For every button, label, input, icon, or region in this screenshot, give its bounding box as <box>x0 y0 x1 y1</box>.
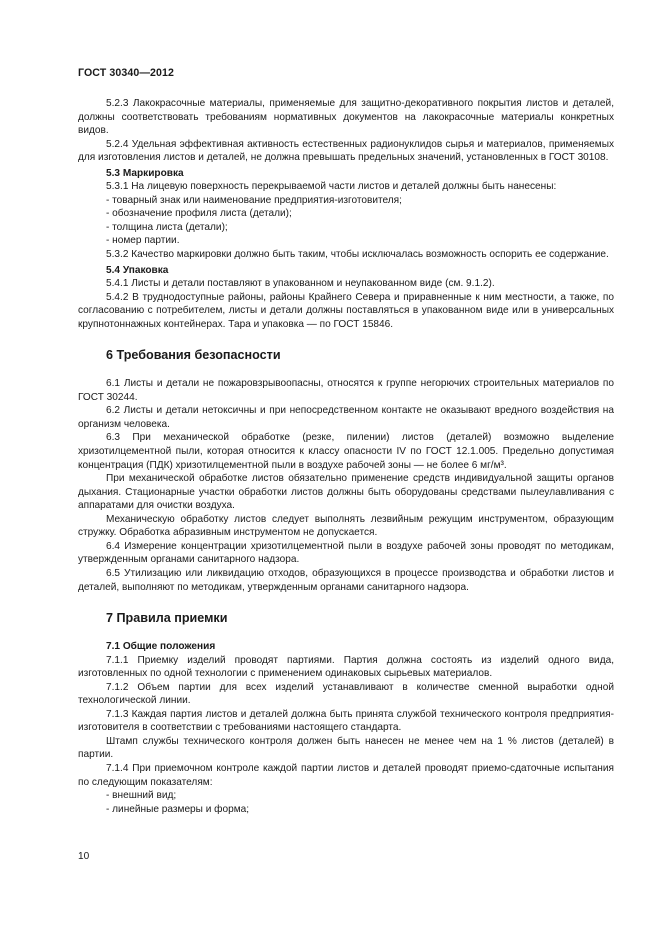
paragraph: 5.4.2 В труднодоступные районы, районы Крайнего Севера и приравненные к ним местности, а также, по согласованию с потребителем, листы и детали должны поставляться в упакованном виде или в универсальных крупнотоннажных контейнерах. Тара и упаковка — по ГОСТ 15846. <box>78 291 614 330</box>
section-heading: 7 Правила приемки <box>106 611 228 626</box>
paragraph: 7.1.2 Объем партии для всех изделий устанавливают в количестве сменной выработки одной технологической линии. <box>78 681 614 707</box>
document-header: ГОСТ 30340—2012 <box>78 67 175 79</box>
subsection-heading: 5.4 Упаковка <box>106 264 169 276</box>
paragraph: 5.3.2 Качество маркировки должно быть таким, чтобы исключалась возможность оспорить ее содержание. <box>106 249 609 261</box>
paragraph: 7.1.3 Каждая партия листов и деталей должна быть принята службой технического контроля предприятия-изготовителя в соответствии с требованиями настоящего стандарта. <box>78 708 614 734</box>
paragraph: 6.5 Утилизацию или ликвидацию отходов, образующихся в процессе производства и обработки листов и деталей, выполняют по методикам, утвержденным органами санитарного надзора. <box>78 567 614 593</box>
list-item: - товарный знак или наименование предприятия-изготовителя; <box>106 194 402 206</box>
list-item: - внешний вид; <box>106 790 177 802</box>
paragraph: 7.1.1 Приемку изделий проводят партиями. Партия должна состоять из изделий одного вида, изготовленных по одной технологии с применением одинаковых сырьевых материалов. <box>78 654 614 680</box>
list-item: - толщина листа (детали); <box>106 221 228 233</box>
paragraph: 6.2 Листы и детали нетоксичны и при непосредственном контакте не оказывают вредного воздействия на организм человека. <box>78 405 614 430</box>
paragraph: 6.1 Листы и детали не пожаровзрывоопасны, относятся к группе негорючих строительных материалов по ГОСТ 30244. <box>78 378 614 403</box>
subsection-heading: 7.1 Общие положения <box>106 641 216 653</box>
page-number: 10 <box>78 851 90 862</box>
subsection-heading: 5.3 Маркировка <box>106 167 184 179</box>
paragraph: 6.4 Измерение концентрации хризотилцементной пыли в воздухе рабочей зоны проводят по методикам, утвержденным органами санитарного надзора. <box>78 540 614 566</box>
section-heading: 6 Требования безопасности <box>106 348 281 363</box>
paragraph: 5.2.3 Лакокрасочные материалы, применяемые для защитно-декоративного покрытия листов и деталей, должны соответствовать требованиям нормативных документов на лакокрасочные материалы конкретных видов. <box>78 98 614 137</box>
paragraph: 7.1.4 При приемочном контроле каждой партии листов и деталей проводят приемо-сдаточные испытания по следующим показателям: <box>78 762 614 788</box>
paragraph: 6.3 При механической обработке (резке, пилении) листов (деталей) возможно выделение хризотилцементной пыли, которая относится к классу опасности IV по ГОСТ 12.1.005. Предельно допустимая концентрация (ПДК) хризотилцементной пыли в воздухе рабочей зоны — не более 6 мг/м³. <box>78 432 614 471</box>
paragraph: 5.4.1 Листы и детали поставляют в упакованном и неупакованном виде (см. 9.1.2). <box>106 278 495 290</box>
list-item: - линейные размеры и форма; <box>106 803 250 815</box>
list-item: - номер партии. <box>106 235 180 247</box>
paragraph: Штамп службы технического контроля должен быть нанесен не менее чем на 1 % листов (деталей) в партии. <box>78 735 614 761</box>
paragraph: 5.2.4 Удельная эффективная активность естественных радионуклидов сырья и материалов, применяемых для изготовления листов и деталей, не должна превышать предельных значений, установленных в ГОСТ 30108. <box>78 138 614 164</box>
list-item: - обозначение профиля листа (детали); <box>106 208 292 220</box>
paragraph: 5.3.1 На лицевую поверхность перекрываемой части листов и деталей должны быть нанесены: <box>106 181 557 193</box>
paragraph: При механической обработке листов обязательно применение средств индивидуальной защиты органов дыхания. Стационарные участки обработки листов должны быть оборудованы средствами пылеулавливания с аппаратами для очистки воздуха. <box>78 473 614 512</box>
document-body <box>78 97 614 816</box>
paragraph: Механическую обработку листов следует выполнять лезвийным режущим инструментом, образующим стружку. Обработка абразивным инструментом не допускается. <box>78 513 614 539</box>
